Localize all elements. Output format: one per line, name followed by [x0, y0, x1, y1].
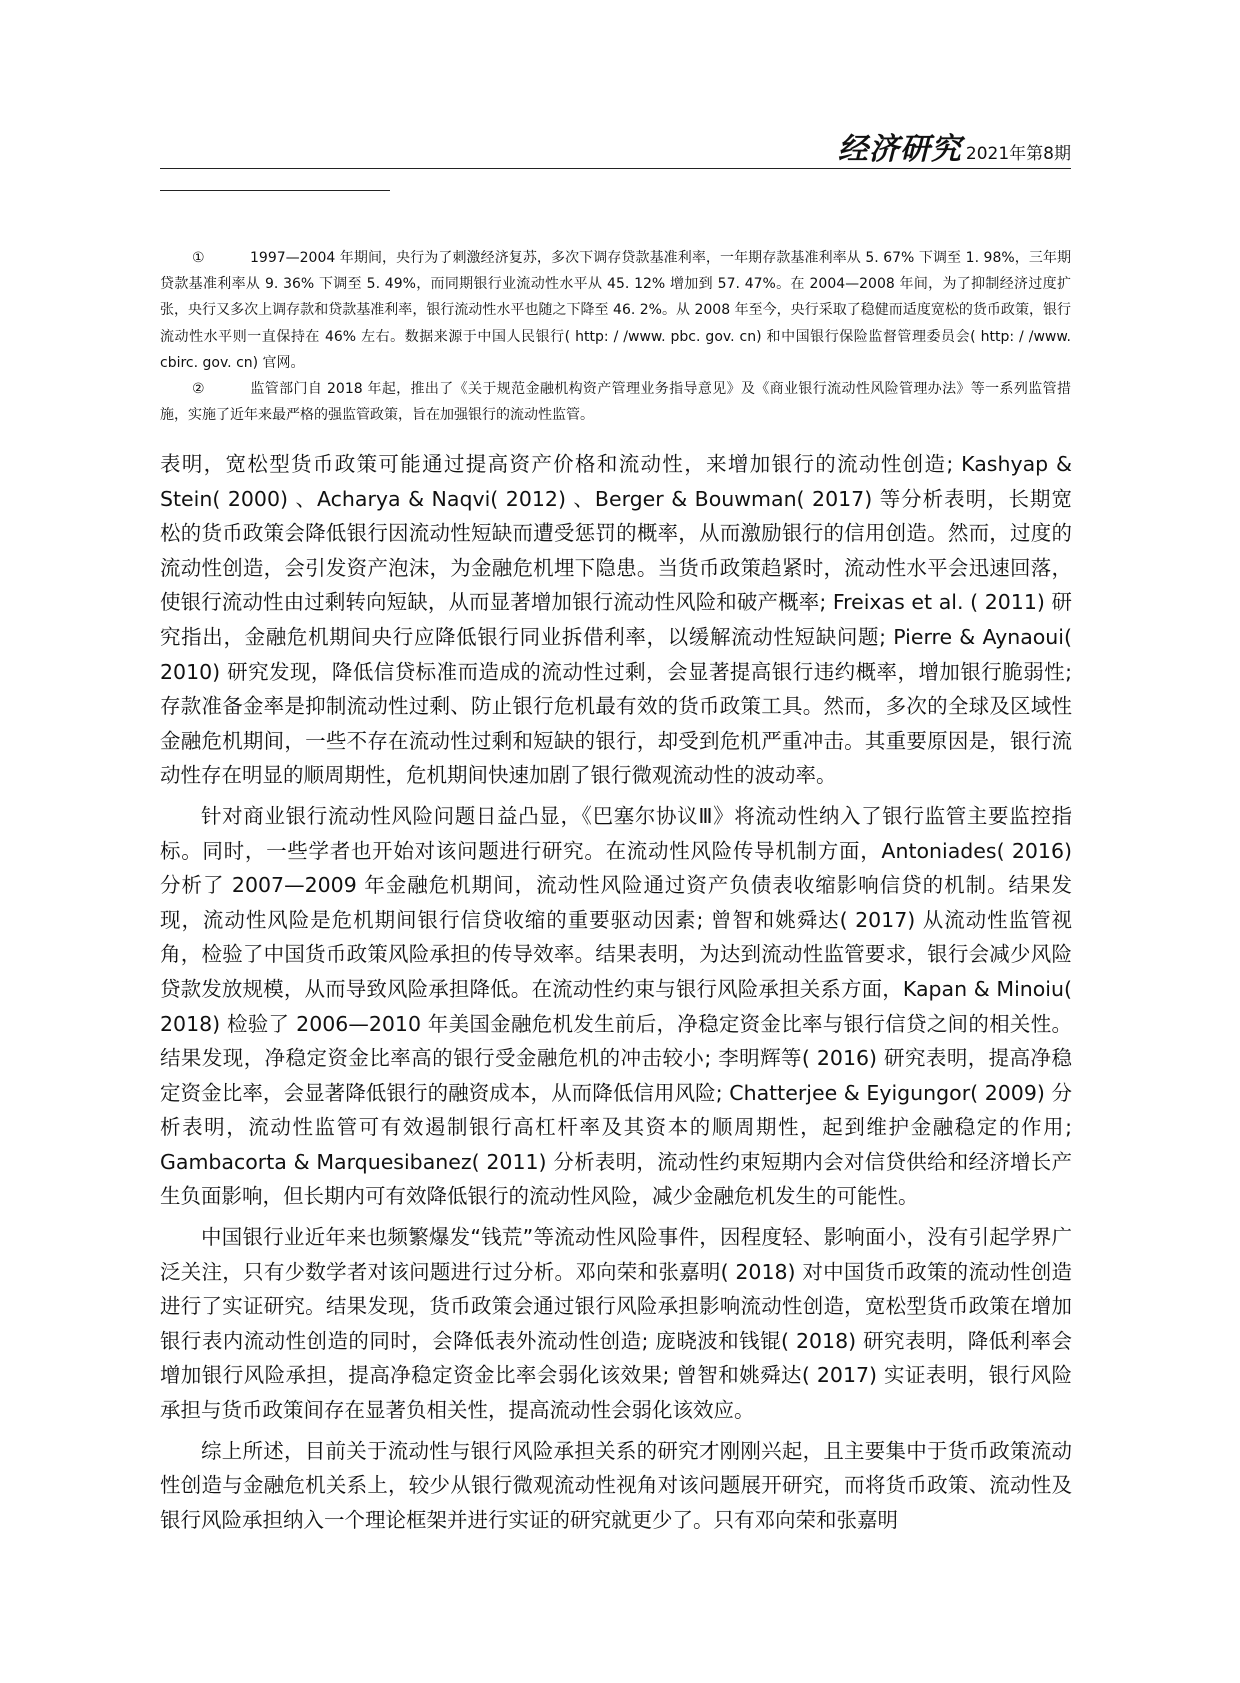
body-text: [160, 447, 1072, 1543]
paragraph-continued: 表明，宽松型货币政策可能通过提高资产价格和流动性，来增加银行的流动性创造; Kashyap & Stein( 2000) 、Acharya & Naqvi( 2012) 、Berger & Bouwman( 2017) 等分析表明，长期宽松的货币政策会降低银行因流动性短缺而遭受惩罚的概率，从而激励银行的信用创造。然而，过度的流动性创造，会引发资产泡沫，为金融危机埋下隐患。当货币政策趋紧时，流动性水平会迅速回落，使银行流动性由过剩转向短缺，从而显著增加银行流动性风险和破产概率; Freixas et al. ( 2011) 研究指出，金融危机期间央行应降低银行同业拆借利率，以缓解流动性短缺问题; Pierre & Aynaoui( 2010) 研究发现，降低信贷标准而造成的流动性过剩，会显著提高银行违约概率，增加银行脆弱性; 存款准备金率是抑制流动性过剩、防止银行危机最有效的货币政策工具。然而，多次的全球及区域性金融危机期间，一些不存在流动性过剩和短缺的银行，却受到危机严重冲击。其重要原因是，银行流动性存在明显的顺周期性，危机期间快速加剧了银行微观流动性的波动率。: [160, 452, 1072, 788]
footnote-1-mark: ①: [192, 250, 205, 266]
issue-number: 2021年第8期: [965, 144, 1071, 164]
journal-masthead: [837, 132, 1071, 167]
footnote-1-text: 1997—2004 年期间，央行为了刺激经济复苏，多次下调存贷款基准利率，一年期存款基准利率从 5. 67% 下调至 1. 98%，三年期贷款基准利率从 9. 36% 下调至 5. 49%，而同期银行业流动性水平从 45. 12% 增加到 57. 47%。在 2004—2008 年间，为了抑制经济过度扩张，央行又多次上调存款和贷款基准利率，银行流动性水平也随之下降至 46. 2%。从 2008 年至今，央行采取了稳健而适度宽松的货币政策，银行流动性水平则一直保持在 46% 左右。数据来源于中国人民银行( http: / /www. pbc. gov. cn) 和中国银行保险监督管理委员会( http: / /www. cbirc. gov. cn) 官网。: [160, 250, 1071, 371]
footnote-separator: [160, 190, 390, 191]
footnote-2: [160, 376, 1071, 428]
journal-name-logo: 经济研究: [837, 132, 962, 167]
paragraph-china-banking: 中国银行业近年来也频繁爆发“钱荒”等流动性风险事件，因程度轻、影响面小，没有引起学界广泛关注，只有少数学者对该问题进行过分析。邓向荣和张嘉明( 2018) 对中国货币政策的流动性创造进行了实证研究。结果发现，货币政策会通过银行风险承担影响流动性创造，宽松型货币政策在增加银行表内流动性创造的同时，会降低表外流动性创造; 庞晓波和钱锟( 2018) 研究表明，降低利率会增加银行风险承担，提高净稳定资金比率会弱化该效果; 曾智和姚舜达( 2017) 实证表明，银行风险承担与货币政策间存在显著负相关性，提高流动性会弱化该效应。: [160, 1225, 1072, 1423]
footnote-2-mark: ②: [192, 381, 205, 398]
running-header: [160, 132, 1071, 169]
footnotes: [160, 245, 1071, 428]
paragraph-summary: 综上所述，目前关于流动性与银行风险承担关系的研究才刚刚兴起，且主要集中于货币政策流动性创造与金融危机关系上，较少从银行微观流动性视角对该问题展开研究，而将货币政策、流动性及银行风险承担纳入一个理论框架并进行实证的研究就更少了。只有邓向荣和张嘉明: [160, 1438, 1072, 1532]
paragraph-liquidity-regulation: 针对商业银行流动性风险问题日益凸显，《巴塞尔协议Ⅲ》将流动性纳入了银行监管主要监控指标。同时，一些学者也开始对该问题进行研究。在流动性风险传导机制方面，Antoniades( 2016) 分析了 2007—2009 年金融危机期间，流动性风险通过资产负债表收缩影响信贷的机制。结果发现，流动性风险是危机期间银行信贷收缩的重要驱动因素; 曾智和姚舜达( 2017) 从流动性监管视角，检验了中国货币政策风险承担的传导效率。结果表明，为达到流动性监管要求，银行会减少风险贷款发放规模，从而导致风险承担降低。在流动性约束与银行风险承担关系方面，Kapan & Minoiu( 2018) 检验了 2006—2010 年美国金融危机发生前后，净稳定资金比率与银行信贷之间的相关性。结果发现，净稳定资金比率高的银行受金融危机的冲击较小; 李明辉等( 2016) 研究表明，提高净稳定资金比率，会显著降低银行的融资成本，从而降低信用风险; Chatterjee & Eyigungor( 2009) 分析表明，流动性监管可有效遏制银行高杠杆率及其资本的顺周期性，起到维护金融稳定的作用; Gambacorta & Marquesibanez( 2011) 分析表明，流动性约束短期内会对信贷供给和经济增长产生负面影响，但长期内可有效降低银行的流动性风险，减少金融危机发生的可能性。: [160, 803, 1072, 1209]
footnote-1: [160, 245, 1071, 376]
footnote-2-text: 监管部门自 2018 年起，推出了《关于规范金融机构资产管理业务指导意见》及《商业银行流动性风险管理办法》等一系列监管措施，实施了近年来最严格的强监管政策，旨在加强银行的流动性监管。: [160, 381, 1071, 424]
